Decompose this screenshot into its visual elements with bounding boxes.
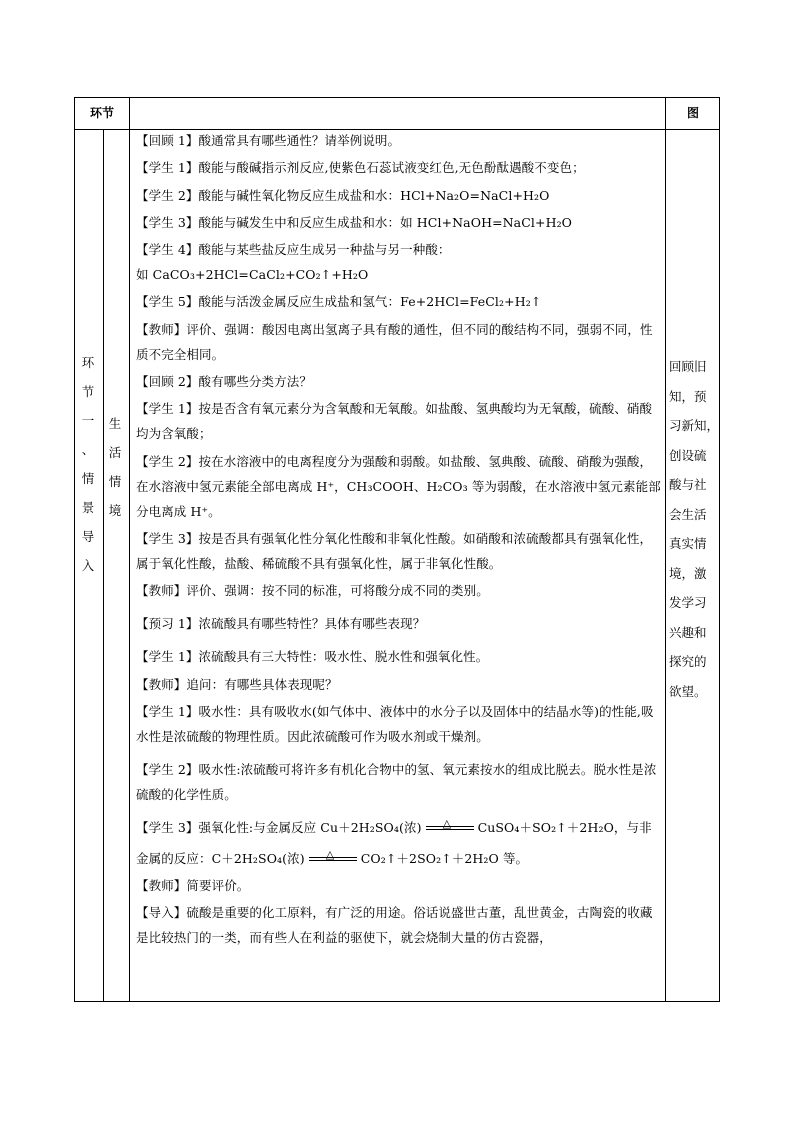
review-2: 【回顾 2】酸有哪些分类方法？	[136, 374, 312, 390]
stage-label: 环 节 一 、 情 景 导 入	[81, 355, 95, 573]
student-4-answer: 【学生 4】酸能与某些盐反应生成另一种盐与另一种酸：	[136, 242, 451, 258]
design-intent: 回顾旧 知，预 习新知， 创设硫 酸与社 会生活 真实情 境，激 发学习 兴趣和 探究的 欲望。	[669, 359, 720, 699]
lesson-content	[136, 128, 661, 953]
review-1: 【回顾 1】酸通常具有哪些通性？请举例说明。	[136, 133, 401, 148]
classify-1: 【学生 1】按是否含有氧元素分为含氧酸和无氧酸。如盐酸、氢典酸均为无氧酸，硫酸、硝酸均为含氧酸；	[136, 401, 653, 442]
oxidation-metal-left: 【学生 3】强氧化性:与金属反应 Cu＋2H₂SO₄(浓)	[136, 819, 422, 835]
column-divider-right	[665, 98, 666, 1001]
preview-1: 【预习 1】浓硫酸具有哪些特性？具体有哪些表现？	[136, 616, 426, 632]
oxidation-metal-right: CuSO₄＋SO₂↑＋2H₂O，与非	[477, 819, 652, 835]
header-intent: 图	[686, 106, 699, 120]
table-header-row	[75, 98, 719, 130]
triangle-icon: △	[325, 848, 335, 862]
column-divider	[129, 98, 130, 1001]
section-label: 生 活 情 境	[108, 416, 122, 518]
student-4-example: 如 CaCO₃+2HCl=CaCl₂+CO₂↑+H₂O	[136, 267, 369, 283]
column-divider-inner	[103, 129, 104, 1001]
oxidation-nonmetal	[136, 846, 661, 871]
teacher-comment-2: 【教师】评价、强调：按不同的标准，可将酸分成不同的类别。	[136, 583, 489, 599]
introduction: 【导入】硫酸是重要的化工原料，有广泛的用途。俗话说盛世古董，乱世黄金，古陶瓷的收藏是比较热门的一类，而有些人在利益的驱使下，就会烧制大量的仿古瓷器，	[136, 905, 653, 946]
header-content	[129, 98, 665, 129]
absorbency-answer: 【学生 1】吸水性：具有吸收水(如气体中、液体中的水分子以及固体中的结晶水等)的性能,吸水性是浓硫酸的物理性质。因此浓硫酸可作为吸水剂或干燥剂。	[136, 703, 654, 744]
student-2-answer: 【学生 2】酸能与碱性氧化物反应生成盐和水：HCl+Na₂O=NaCl+H₂O	[136, 187, 550, 203]
classify-2: 【学生 2】按在水溶液中的电离程度分为强酸和弱酸。如盐酸、氢典酸、硫酸、硝酸为强酸，在水溶液中氢元素能全部电离成 H⁺，CH₃COOH、H₂CO₃ 等为弱酸，在水溶液中氢元素能部分电离成 H⁺。	[136, 453, 661, 519]
teacher-followup: 【教师】追问：有哪些具体表现呢？	[136, 676, 338, 692]
student-3-answer: 【学生 3】酸能与碱发生中和反应生成盐和水：如 HCl+NaOH=NaCl+H₂O	[136, 214, 573, 230]
heat-condition-sign	[426, 817, 474, 835]
oxidation-nonmetal-right: CO₂↑＋2SO₂↑＋2H₂O 等。	[360, 850, 529, 866]
oxidation-answer	[136, 815, 661, 840]
dehydration-answer: 【学生 2】吸水性:浓硫酸可将许多有机化合物中的氢、氧元素按水的组成比脱去。脱水性是浓硫酸的化学性质。	[136, 761, 657, 802]
heat-condition-sign	[309, 848, 357, 866]
triangle-icon: △	[442, 817, 452, 831]
student-1-answer: 【学生 1】酸能与酸碱指示剂反应,使紫色石蕊试液变红色,无色酚酞遇酸不变色；	[136, 160, 585, 176]
oxidation-nonmetal-left: 金属的反应：C＋2H₂SO₄(浓)	[136, 850, 305, 866]
student-5-answer: 【学生 5】酸能与活泼金属反应生成盐和氢气：Fe+2HCl=FeCl₂+H₂↑	[136, 294, 542, 310]
teacher-comment-3: 【教师】简要评价。	[136, 878, 250, 894]
header-stage: 环节	[89, 106, 114, 120]
classify-3: 【学生 3】按是否具有强氧化性分氧化性酸和非氧化性酸。如硝酸和浓硫酸都具有强氧化性，属于氧化性酸，盐酸、稀硫酸不具有强氧化性，属于非氧化性酸。	[136, 530, 653, 571]
properties-answer: 【学生 1】浓硫酸具有三大特性：吸水性、脱水性和强氧化性。	[136, 649, 489, 665]
teacher-comment-1: 【教师】评价、强调：酸因电离出氢离子具有酸的通性，但不同的酸结构不同，强弱不同，性质不完全相同。	[136, 321, 653, 362]
